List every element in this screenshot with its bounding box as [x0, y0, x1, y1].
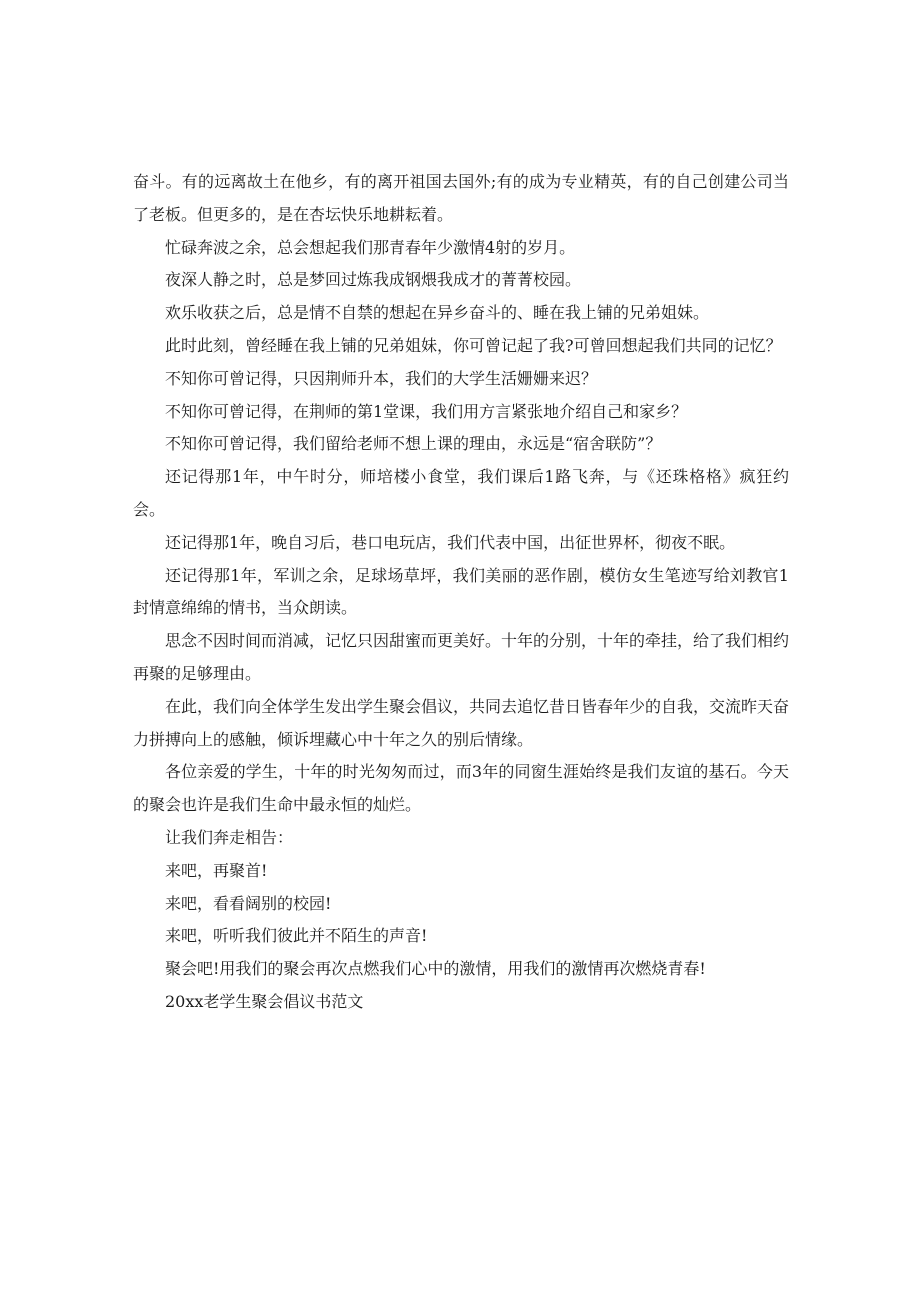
paragraph: 还记得那1年，晚自习后，巷口电玩店，我们代表中国，出征世界杯，彻夜不眠。	[165, 532, 736, 552]
paragraph: 来吧，听听我们彼此并不陌生的声音!	[165, 926, 428, 946]
paragraph: 忙碌奔波之余，总会想起我们那青春年少激情4射的岁月。	[165, 237, 576, 257]
paragraph: 还记得那1年，中午时分，师培楼小食堂，我们课后1路飞奔，与《还珠格格》疯狂约会。	[133, 467, 789, 519]
document-body	[133, 166, 789, 1019]
paragraph: 聚会吧!用我们的聚会再次点燃我们心中的激情，用我们的激情再次燃烧青春!	[165, 959, 706, 979]
paragraph: 不知你可曾记得，我们留给老师不想上课的理由，永远是“宿舍联防”？	[165, 434, 662, 454]
paragraph: 欢乐收获之后，总是情不自禁的想起在异乡奋斗的、睡在我上铺的兄弟姐妹。	[165, 303, 710, 323]
document-next-title: 20xx老学生聚会倡议书范文	[165, 991, 364, 1011]
paragraph: 在此，我们向全体学生发出学生聚会倡议，共同去追忆昔日皆春年少的自我，交流昨天奋力拼搏向上的感触，倾诉埋藏心中十年之久的别后情缘。	[133, 696, 790, 749]
paragraph: 不知你可曾记得，只因荆师升本，我们的大学生活姗姗来迟？	[165, 368, 598, 388]
paragraph: 思念不因时间而消减，记忆只因甜蜜而更美好。十年的分别，十年的牵挂，给了我们相约再聚的足够理由。	[133, 631, 790, 683]
paragraph: 来吧，再聚首!	[165, 860, 268, 880]
paragraph: 来吧，看看阔别的校园!	[165, 893, 332, 913]
paragraph-continuation: 奋斗。有的远离故土在他乡，有的离开祖国去国外;有的成为专业精英，有的自己创建公司当了老板。但更多的，是在杏坛快乐地耕耘着。	[133, 172, 789, 224]
paragraph: 此时此刻，曾经睡在我上铺的兄弟姐妹，你可曾记起了我?可曾回想起我们共同的记忆？	[165, 335, 782, 355]
paragraph: 让我们奔走相告：	[165, 827, 294, 847]
paragraph: 各位亲爱的学生，十年的时光匆匆而过，而3年的同窗生涯始终是我们友谊的基石。今天的聚会也许是我们生命中最永恒的灿烂。	[133, 762, 789, 815]
paragraph: 夜深人静之时，总是梦回过炼我成钢煨我成才的菁菁校园。	[165, 270, 582, 290]
paragraph: 还记得那1年，军训之余，足球场草坪，我们美丽的恶作剧，模仿女生笔迹写给刘教官1封情意绵绵的情书，当众朗读。	[133, 565, 789, 618]
paragraph: 不知你可曾记得，在荆师的第1堂课，我们用方言紧张地介绍自己和家乡？	[165, 401, 688, 421]
